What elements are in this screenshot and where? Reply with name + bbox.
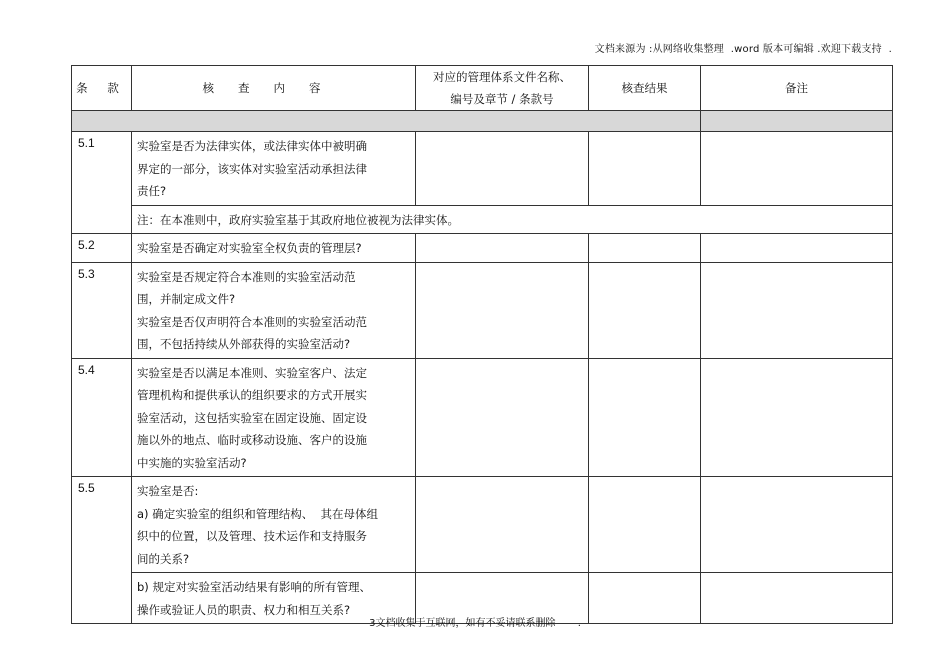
check-content — [132, 132, 416, 206]
gray-cell — [701, 111, 893, 132]
content-line: 实验室是否为法律实体，或法律实体中被明确 — [137, 139, 367, 153]
doc-reference-cell[interactable] — [416, 358, 589, 477]
content-line: 验室活动，这包括实验室在固定设施、固定设 — [137, 410, 367, 425]
clause-number: 5.4 — [72, 358, 132, 477]
result-cell[interactable] — [589, 234, 701, 263]
doc-reference-cell[interactable] — [416, 477, 589, 573]
content-line: 围，并制定成文件? — [137, 292, 236, 306]
content-line: 中实施的实验室活动? — [137, 455, 247, 470]
table-row — [72, 205, 893, 234]
content-line: 实验室是否仅声明符合本准则的实验室活动范 — [137, 314, 367, 329]
result-cell[interactable] — [589, 477, 701, 573]
table-row — [72, 262, 893, 358]
table-row — [72, 358, 893, 477]
content-line: b) 规定对实验室活动结果有影响的所有管理、 — [137, 580, 371, 594]
content-line: 围，不包括持续从外部获得的实验室活动? — [137, 337, 351, 351]
content-line: 实验室是否确定对实验室全权负责的管理层? — [137, 241, 362, 255]
content-line: 施以外的地点、临时或移动设施、客户的设施 — [137, 433, 367, 447]
header-doc-reference-line1: 对应的管理体系文件名称、 — [433, 70, 571, 84]
table-header-row — [72, 66, 893, 111]
header-result: 核查结果 — [589, 66, 701, 111]
note-text: 注：在本准则中，政府实验室基于其政府地位被视为法律实体。 — [132, 205, 893, 234]
result-cell[interactable] — [589, 262, 701, 358]
clause-number: 5.5 — [72, 477, 132, 624]
audit-checklist-table — [71, 65, 893, 624]
check-content — [132, 477, 416, 573]
content-line: 界定的一部分，该实体对实验室活动承担法律 — [137, 161, 367, 176]
doc-reference-cell[interactable] — [416, 132, 589, 206]
content-line: a) 确定实验室的组织和管理结构、 其在母体组 — [137, 506, 378, 521]
remarks-cell[interactable] — [701, 132, 893, 206]
table-row — [72, 234, 893, 263]
doc-reference-cell[interactable] — [416, 234, 589, 263]
content-line: 实验室是否规定符合本准则的实验室活动范 — [137, 269, 356, 284]
content-line: 操作或验证人员的职责、权力和相互关系? — [137, 602, 351, 617]
clause-number: 5.1 — [72, 132, 132, 234]
source-note: 文档来源为 :从网络收集整理 .word 版本可编辑 .欢迎下载支持 . — [594, 44, 892, 55]
content-line: 间的关系? — [137, 551, 190, 566]
check-content — [132, 358, 416, 477]
remarks-cell[interactable] — [701, 262, 893, 358]
header-doc-reference — [416, 66, 589, 111]
gray-cell — [72, 111, 701, 132]
remarks-cell[interactable] — [701, 234, 893, 263]
header-content: 核查内容 — [132, 66, 416, 111]
table-row — [72, 132, 893, 206]
content-line: 责任? — [137, 184, 167, 198]
table-row — [72, 477, 893, 573]
clause-number: 5.3 — [72, 262, 132, 358]
page-footer: 3文档收集于互联网，如有不妥请联系删除 . — [369, 618, 581, 629]
result-cell[interactable] — [589, 132, 701, 206]
content-line: 实验室是否: — [137, 484, 199, 498]
check-content — [132, 262, 416, 358]
header-remarks: 备注 — [701, 66, 893, 111]
result-cell[interactable] — [589, 358, 701, 477]
content-line: 实验室是否以满足本准则、实验室客户、法定 — [137, 365, 367, 380]
content-line: 织中的位置，以及管理、技术运作和支持服务 — [137, 529, 367, 543]
remarks-cell[interactable] — [701, 358, 893, 477]
doc-reference-cell[interactable] — [416, 262, 589, 358]
header-doc-reference-line2: 编号及章节 / 条款号 — [450, 92, 554, 106]
content-line: 管理机构和提供承认的组织要求的方式开展实 — [137, 388, 367, 402]
remarks-cell[interactable] — [701, 477, 893, 573]
check-content — [132, 234, 416, 263]
gray-separator-row — [72, 111, 893, 132]
clause-number: 5.2 — [72, 234, 132, 263]
header-clause: 条 款 — [72, 66, 132, 111]
